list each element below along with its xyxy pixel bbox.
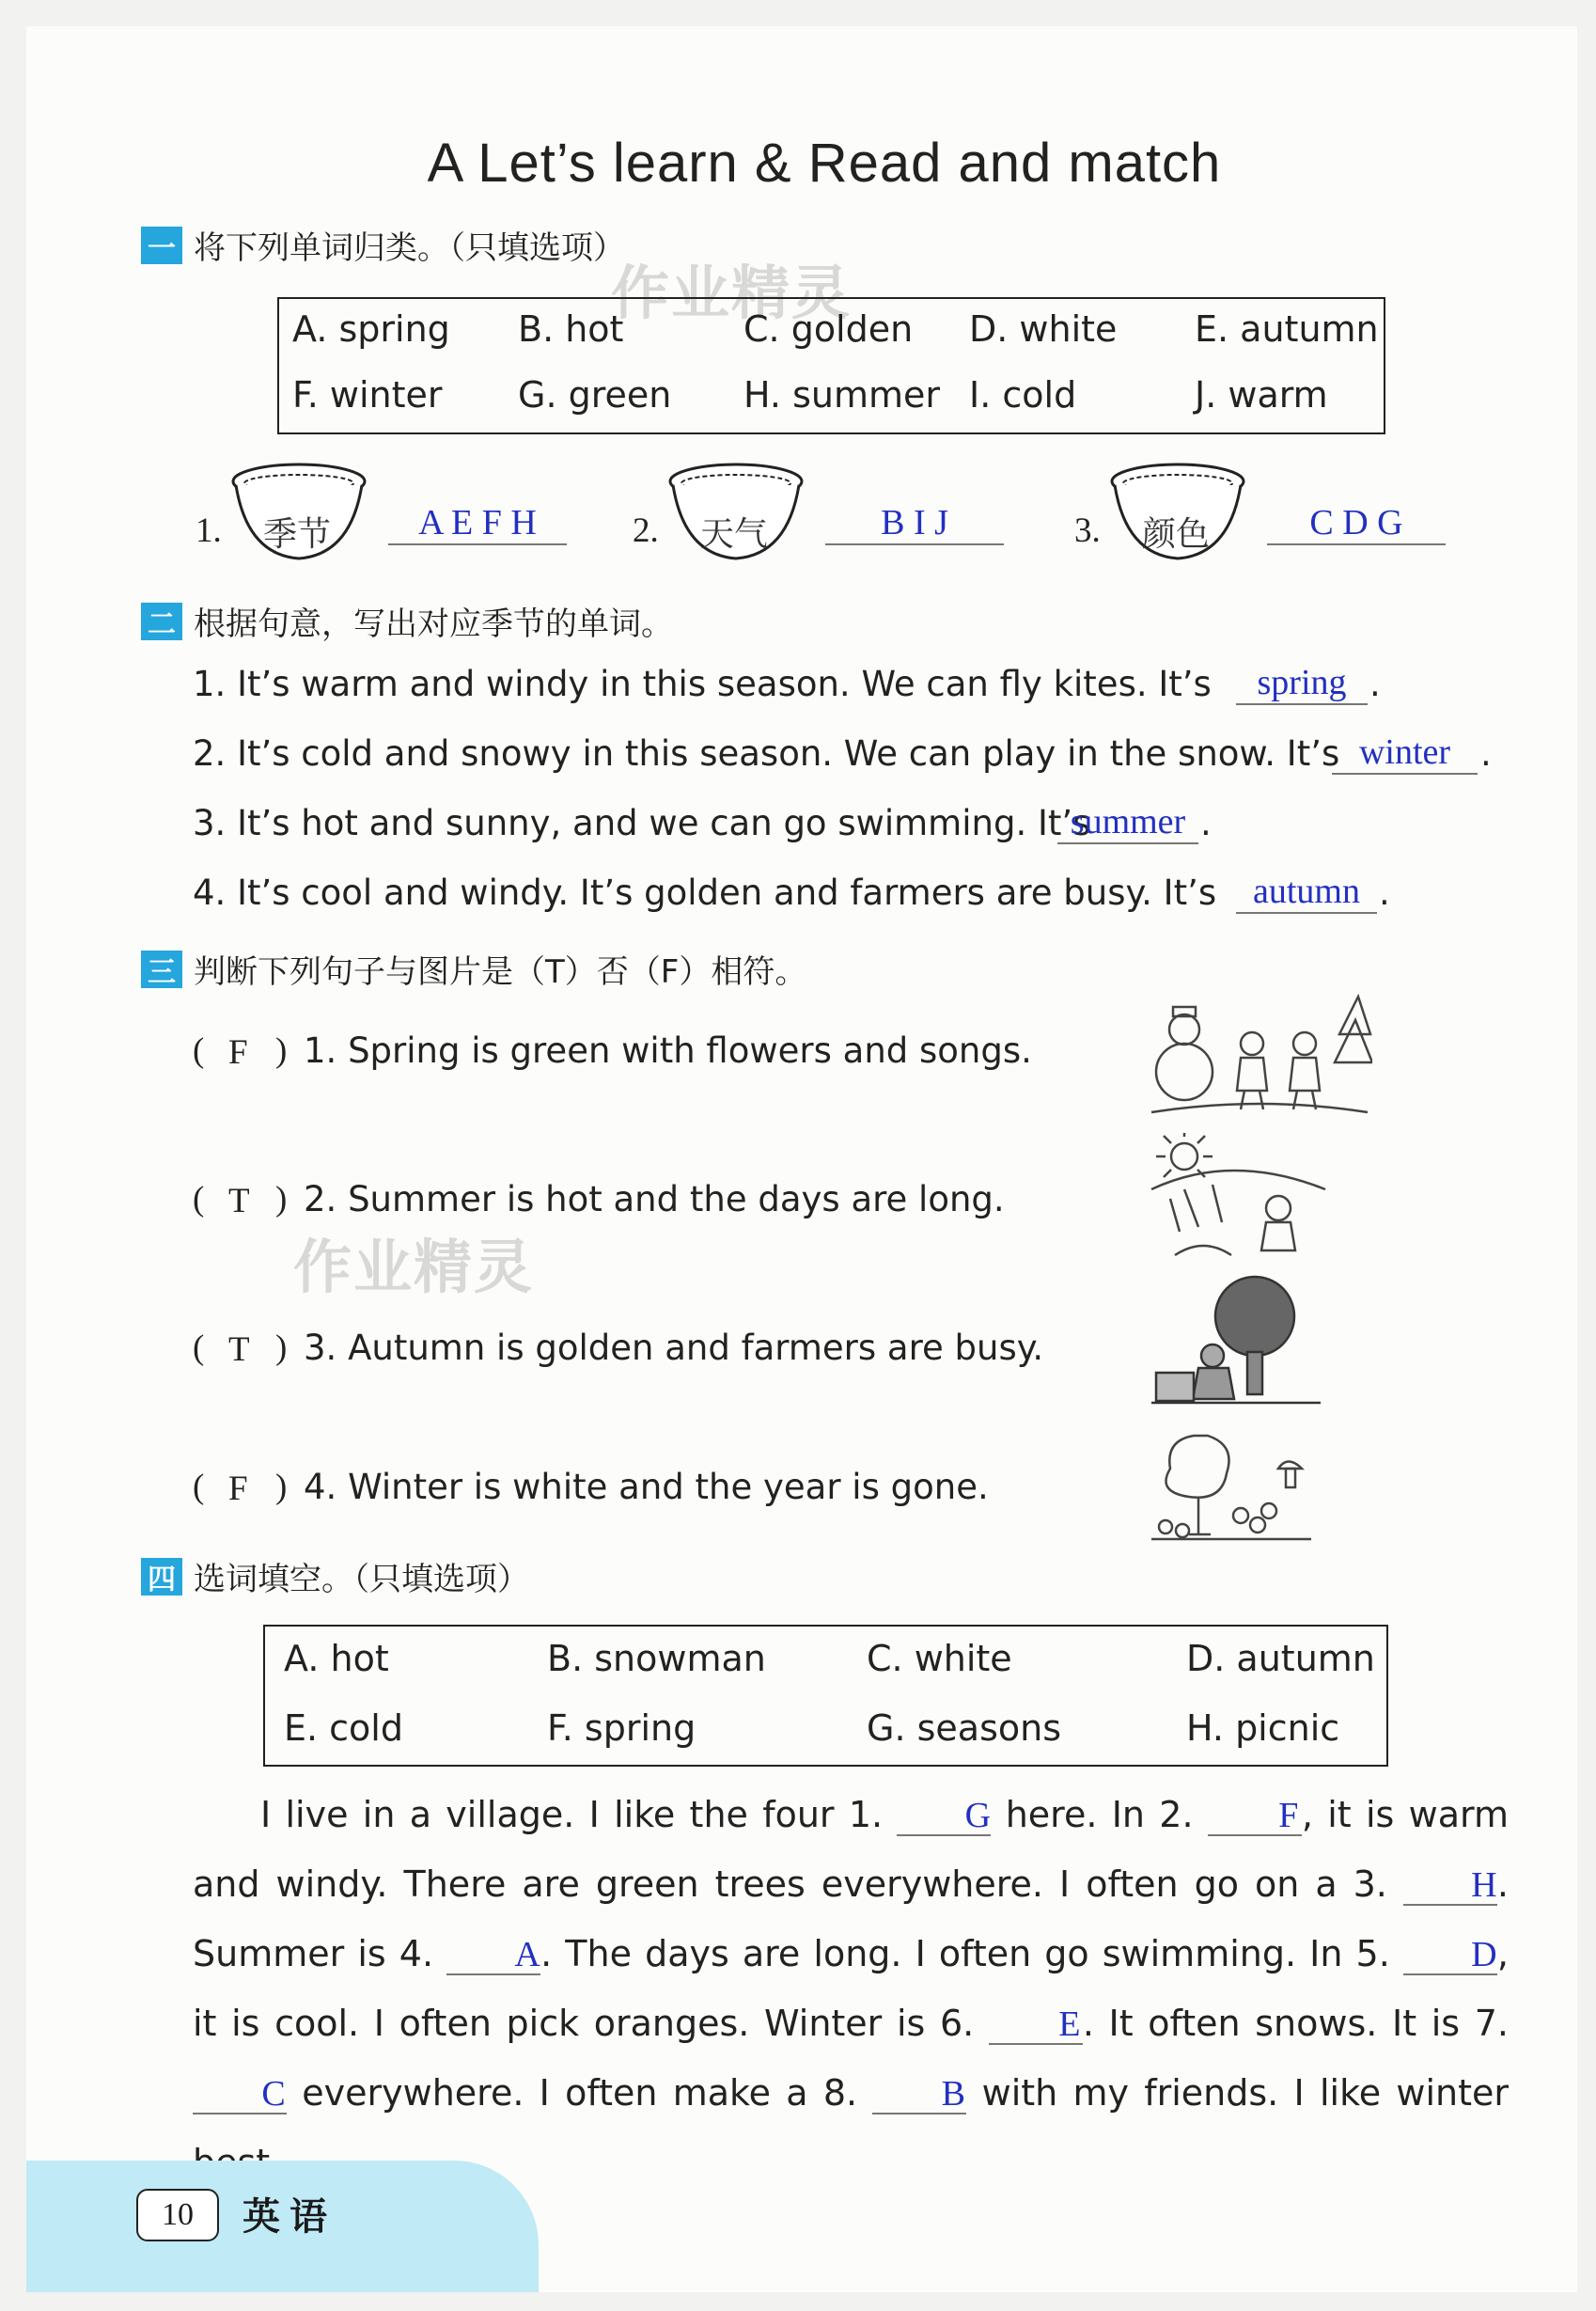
watermark: 作业精灵 xyxy=(611,259,853,327)
answer-blank[interactable]: C D G xyxy=(1267,502,1446,545)
section-1-header xyxy=(141,222,625,268)
answer-blank[interactable]: F xyxy=(1208,1797,1302,1836)
question-text: 2. It’s cold and snowy in this season. We can play in the snow. It’s xyxy=(193,733,1340,774)
paren-open: ( xyxy=(193,1180,205,1218)
word-option: A. hot xyxy=(284,1638,389,1679)
answer-blank[interactable]: B I J xyxy=(825,502,1004,545)
word-option: I. cold xyxy=(969,374,1077,416)
answer-blank[interactable]: H xyxy=(1403,1866,1497,1906)
watermark: 作业精灵 xyxy=(293,1233,535,1301)
answer-blank[interactable]: winter xyxy=(1332,731,1478,775)
tf-answer[interactable]: F xyxy=(228,1033,248,1072)
question-text: 3. It’s hot and sunny, and we can go swimming. It’s xyxy=(193,803,1091,843)
tf-answer[interactable]: F xyxy=(228,1470,248,1508)
basket-label: 季节 xyxy=(263,515,332,554)
basket-label: 天气 xyxy=(700,515,769,554)
answer-blank[interactable]: spring xyxy=(1236,662,1368,705)
answer-blank[interactable]: autumn xyxy=(1236,871,1377,914)
section-number: 一 xyxy=(141,227,182,264)
cloze-passage xyxy=(193,1780,1509,2197)
word-option: G. green xyxy=(518,374,672,416)
paren-close: ) xyxy=(275,1180,288,1218)
passage-text: here. In 2. xyxy=(1005,1794,1194,1835)
section-2-header xyxy=(141,598,673,644)
item-number: 3. xyxy=(1074,511,1101,550)
word-option: B. snowman xyxy=(547,1638,766,1679)
statement-text: 4. Winter is white and the year is gone. xyxy=(304,1467,989,1507)
question-text: 1. It’s warm and windy in this season. We can fly kites. It’s xyxy=(193,664,1212,704)
tf-answer[interactable]: T xyxy=(228,1330,250,1369)
paren-open: ( xyxy=(193,1031,205,1070)
answer-blank[interactable]: A xyxy=(446,1936,540,1975)
sentence-end: . xyxy=(1200,803,1212,843)
paren-open: ( xyxy=(193,1328,205,1367)
passage-text: everywhere. I often make a 8. xyxy=(302,2072,858,2114)
tf-answer[interactable]: T xyxy=(228,1182,250,1220)
answer-blank[interactable]: C xyxy=(193,2075,287,2114)
paren-open: ( xyxy=(193,1468,205,1506)
item-number: 1. xyxy=(196,511,222,550)
sentence-end: . xyxy=(1480,733,1492,774)
word-option: D. autumn xyxy=(1186,1638,1375,1679)
answer-blank[interactable]: G xyxy=(897,1797,991,1836)
page-title: A Let’s learn & Read and match xyxy=(427,133,1222,194)
statement-text: 3. Autumn is golden and farmers are busy. xyxy=(304,1328,1044,1368)
statement-text: 1. Spring is green with flowers and songs. xyxy=(304,1030,1032,1071)
statement-text: 2. Summer is hot and the days are long. xyxy=(304,1179,1005,1219)
section-number: 三 xyxy=(141,951,182,988)
word-option: F. spring xyxy=(547,1707,696,1749)
passage-text: . It often snows. It is 7. xyxy=(1082,2003,1509,2044)
paren-close: ) xyxy=(275,1328,288,1367)
word-option: E. autumn xyxy=(1195,308,1379,350)
section-4-header xyxy=(141,1553,529,1599)
answer-blank[interactable]: A E F H xyxy=(388,502,567,545)
word-option: F. winter xyxy=(292,374,443,416)
paren-close: ) xyxy=(275,1468,288,1506)
passage-text: I live in a village. I like the four 1. xyxy=(260,1794,884,1835)
section-instruction: 根据句意，写出对应季节的单词。 xyxy=(194,605,673,643)
word-option: C. white xyxy=(867,1638,1012,1679)
word-option: J. warm xyxy=(1195,374,1328,416)
answer-blank[interactable]: summer xyxy=(1057,801,1198,844)
word-option: B. hot xyxy=(518,308,624,350)
word-box-4 xyxy=(263,1625,1388,1767)
sentence-end: . xyxy=(1369,664,1381,704)
section-3-header xyxy=(141,946,806,992)
section-instruction: 选词填空。（只填选项） xyxy=(194,1561,529,1598)
section-number: 四 xyxy=(141,1558,182,1596)
word-box-1 xyxy=(277,297,1385,434)
section-instruction: 将下列单词归类。（只填选项） xyxy=(194,229,625,267)
answer-blank[interactable]: B xyxy=(872,2075,966,2114)
question-text: 4. It’s cool and windy. It’s golden and farmers are busy. It’s xyxy=(193,873,1217,913)
word-option: H. picnic xyxy=(1186,1707,1340,1749)
page-number: 10 xyxy=(136,2189,219,2241)
passage-text: . The days are long. I often go swimming. In 5. xyxy=(540,1933,1390,1974)
passage-text: with my friends. I like winter xyxy=(981,2072,1509,2114)
flowers-tree-picture xyxy=(1147,1422,1316,1544)
answer-blank[interactable]: E xyxy=(989,2005,1083,2045)
passage-text: , it is cool. I often pick oranges. Winter is 6. xyxy=(193,1933,1509,2044)
passage-text: . Summer is 4. xyxy=(193,1863,1509,1974)
word-option: C. golden xyxy=(743,308,914,350)
word-option: A. spring xyxy=(292,308,450,350)
word-option: D. white xyxy=(969,308,1118,350)
answer-blank[interactable]: D xyxy=(1403,1936,1497,1975)
word-option: G. seasons xyxy=(867,1707,1061,1749)
word-option: E. cold xyxy=(284,1707,403,1749)
snowman-kids-picture xyxy=(1147,992,1372,1119)
section-instruction: 判断下列句子与图片是（T）否（F）相符。 xyxy=(194,953,807,991)
basket-row xyxy=(196,461,1464,574)
passage-text: , it is warm and windy. There are green trees everywhere. I often go on a 3. xyxy=(193,1794,1509,1905)
word-option: H. summer xyxy=(743,374,940,416)
farmer-tree-picture xyxy=(1151,1269,1321,1406)
paren-close: ) xyxy=(275,1031,288,1070)
basket-label: 颜色 xyxy=(1142,515,1211,554)
subject-label: 英语 xyxy=(243,2195,336,2239)
sun-girl-picture xyxy=(1147,1133,1335,1260)
item-number: 2. xyxy=(633,511,659,550)
section-number: 二 xyxy=(141,603,182,640)
sentence-end: . xyxy=(1379,873,1390,913)
